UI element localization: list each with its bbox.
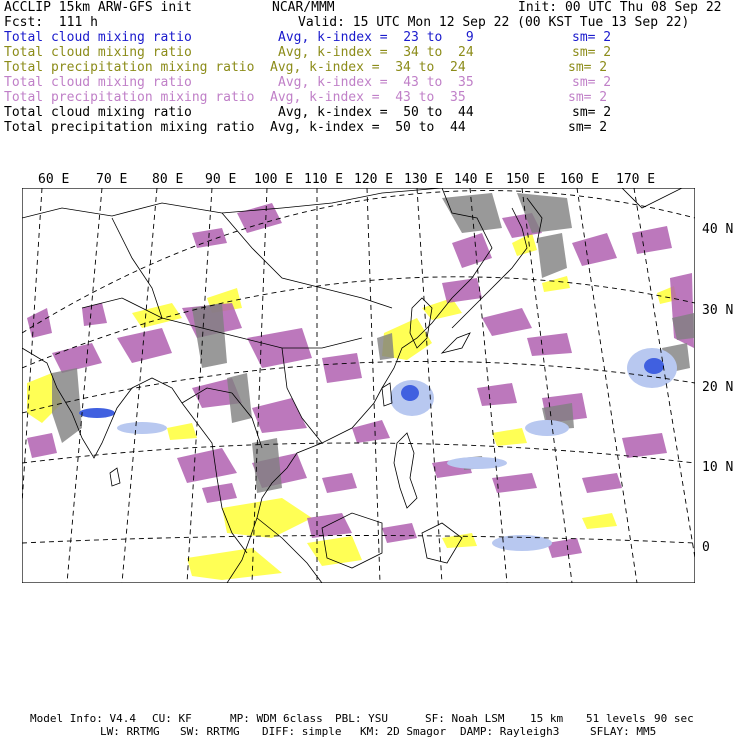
footer-km: KM: 2D Smagor (360, 725, 447, 738)
lon-label: 90 E (205, 172, 237, 187)
lon-label: 160 E (560, 172, 600, 187)
lon-label: 80 E (152, 172, 184, 187)
organization: NCAR/MMM (272, 0, 335, 15)
footer-timestep: 90 sec (654, 712, 694, 725)
legend-info: Avg, k-index = 50 to 44 (270, 120, 466, 135)
lat-label: 10 N (702, 460, 734, 475)
lon-label: 110 E (304, 172, 344, 187)
lon-label: 140 E (454, 172, 494, 187)
init-time: Init: 00 UTC Thu 08 Sep 22 (518, 0, 722, 15)
legend-sm: sm= 2 (572, 45, 612, 60)
legend-sm: sm= 2 (568, 90, 608, 105)
footer-mp: MP: WDM 6class (230, 712, 323, 725)
footer-diff: DIFF: simple (262, 725, 342, 738)
footer-cu: CU: KF (152, 712, 192, 725)
legend-field: Total cloud mixing ratio (4, 105, 192, 120)
footer-sflay: SFLAY: MM5 (590, 725, 657, 738)
lon-label: 70 E (96, 172, 128, 187)
lon-label: 100 E (254, 172, 294, 187)
footer-sf: SF: Noah LSM (425, 712, 505, 725)
lon-label: 120 E (354, 172, 394, 187)
footer-pbl: PBL: YSU (335, 712, 388, 725)
lon-label: 130 E (404, 172, 444, 187)
legend-sm: sm= 2 (572, 30, 612, 45)
legend-info: Avg, k-index = 43 to 35 (270, 90, 466, 105)
legend-info: Avg, k-index = 34 to 24 (278, 45, 474, 60)
legend-field: Total precipitation mixing ratio (4, 60, 255, 75)
legend-info: Avg, k-index = 23 to 9 (278, 30, 474, 45)
legend-info: Avg, k-index = 50 to 44 (278, 105, 474, 120)
lat-label: 20 N (702, 380, 734, 395)
legend-field: Total precipitation mixing ratio (4, 90, 255, 105)
legend-sm: sm= 2 (572, 75, 612, 90)
forecast-map (22, 188, 695, 583)
legend-sm: sm= 2 (568, 60, 608, 75)
legend-sm: sm= 2 (572, 105, 612, 120)
legend-field: Total cloud mixing ratio (4, 45, 192, 60)
legend-info: Avg, k-index = 43 to 35 (278, 75, 474, 90)
legend-field: Total precipitation mixing ratio (4, 120, 255, 135)
footer-lw: LW: RRTMG (100, 725, 160, 738)
valid-time: Valid: 15 UTC Mon 12 Sep 22 (00 KST Tue 13 Sep 22) (298, 15, 690, 30)
footer-sw: SW: RRTMG (180, 725, 240, 738)
footer-damp: DAMP: Rayleigh3 (460, 725, 560, 738)
lon-label: 150 E (506, 172, 546, 187)
model-title: ACCLIP 15km ARW-GFS init (4, 0, 192, 15)
lat-label: 40 N (702, 222, 734, 237)
footer-levels: 51 levels (586, 712, 646, 725)
forecast-hour: Fcst: 111 h (4, 15, 98, 30)
footer-resolution: 15 km (530, 712, 564, 725)
legend-field: Total cloud mixing ratio (4, 30, 192, 45)
lon-label: 60 E (38, 172, 70, 187)
lat-label: 0 (702, 540, 710, 555)
legend-sm: sm= 2 (568, 120, 608, 135)
footer-model-info: Model Info: V4.4 (30, 712, 136, 725)
legend-info: Avg, k-index = 34 to 24 (270, 60, 466, 75)
lat-label: 30 N (702, 303, 734, 318)
legend-field: Total cloud mixing ratio (4, 75, 192, 90)
lon-label: 170 E (616, 172, 656, 187)
